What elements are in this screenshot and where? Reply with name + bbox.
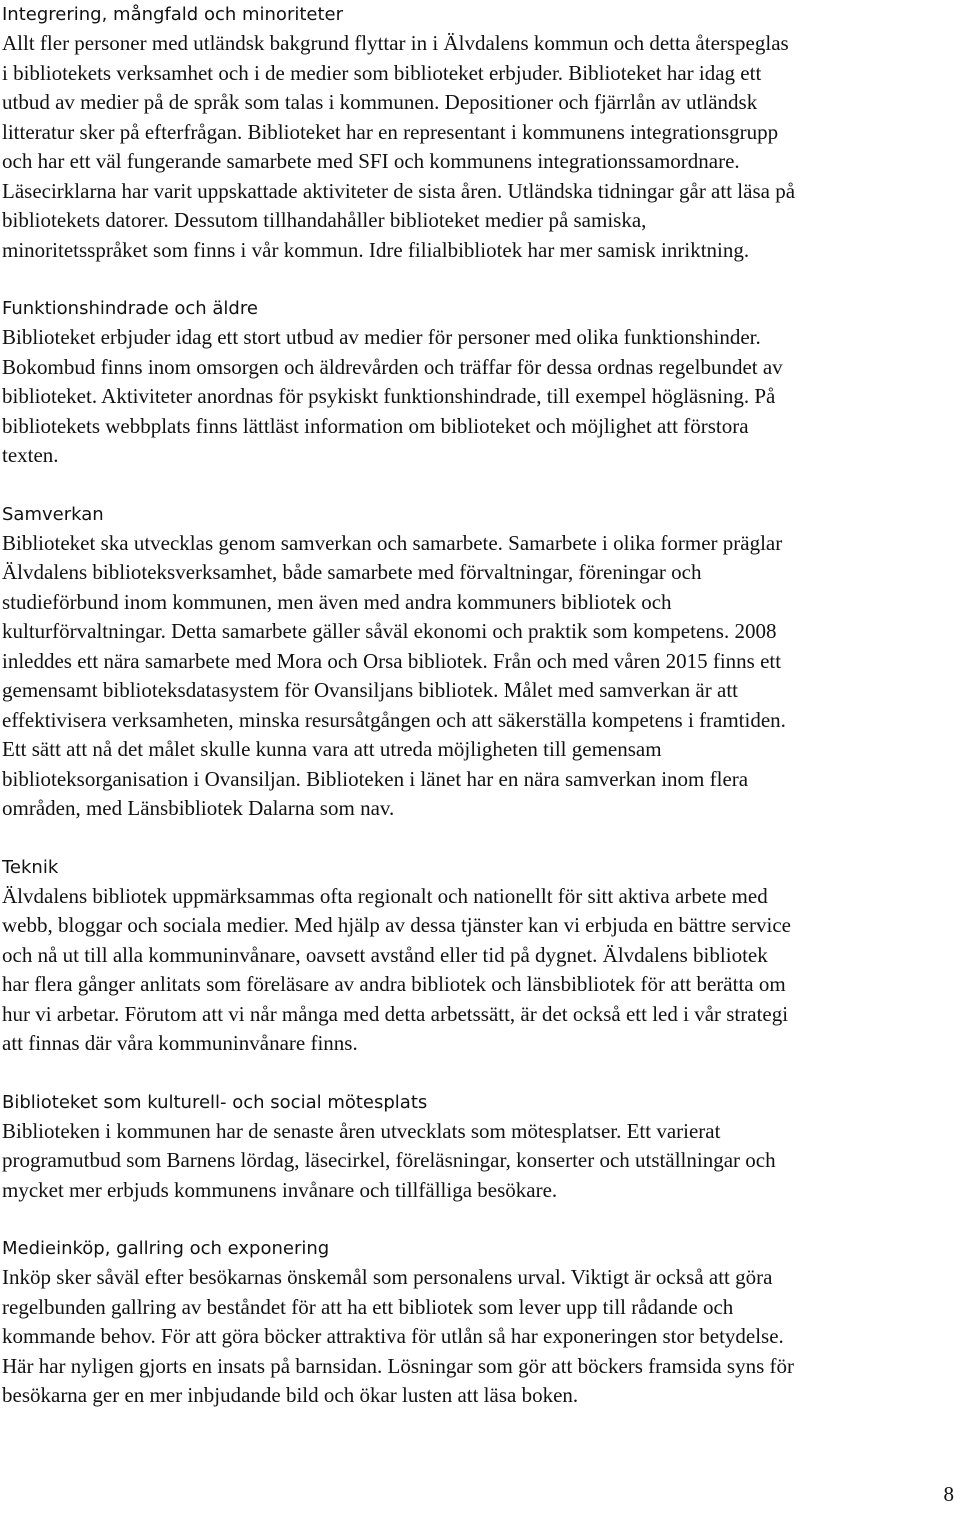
paragraph-line: webb, bloggar och sociala medier. Med hjälp av dessa tjänster kan vi erbjuda en bättre service bbox=[2, 913, 791, 937]
paragraph-line: Älvdalens biblioteksverksamhet, både samarbete med förvaltningar, föreningar och bbox=[2, 560, 702, 584]
paragraph-line: Här har nyligen gjorts en insats på barnsidan. Lösningar som gör att böckers framsida syns för bbox=[2, 1353, 794, 1378]
paragraph-line: biblioteket. Aktiviteter anordnas för psykiskt funktionshindrade, till exempel högläsning. På bbox=[2, 384, 776, 408]
section-heading: Biblioteket som kulturell- och social mötesplats bbox=[2, 1091, 428, 1113]
page-number: 8 bbox=[943, 1482, 954, 1506]
section-heading: Funktionshindrade och äldre bbox=[2, 298, 258, 319]
paragraph-line: gemensamt biblioteksdatasystem för Ovansiljans bibliotek. Målet med samverkan är att bbox=[2, 678, 738, 702]
paragraph-line: besökarna ger en mer inbjudande bild och ökar lusten att läsa boken. bbox=[2, 1383, 579, 1407]
section-heading: Samverkan bbox=[2, 503, 104, 525]
section-medieinkop bbox=[2, 1234, 958, 1411]
paragraph-line: att finnas där våra kommuninvånare finns. bbox=[2, 1031, 358, 1055]
paragraph-line: Älvdalens bibliotek uppmärksammas ofta regionalt och nationellt för sitt aktiva arbete med bbox=[2, 883, 768, 908]
paragraph-line: texten. bbox=[2, 443, 59, 467]
section-teknik bbox=[2, 853, 958, 1059]
section-gap bbox=[2, 824, 958, 853]
section-motesplats bbox=[2, 1088, 958, 1206]
paragraph-line: bibliotekets datorer. Dessutom tillhandahåller biblioteket medier på samiska, bbox=[2, 208, 647, 232]
document-page bbox=[2, 0, 958, 1411]
paragraph-line: litteratur sker på efterfrågan. Biblioteket har en representant i kommunens integrationsgrupp bbox=[2, 119, 779, 144]
paragraph-line: Biblioteket erbjuder idag ett stort utbud av medier för personer med olika funktionshinder. bbox=[2, 325, 761, 349]
section-integrering bbox=[2, 0, 958, 265]
paragraph-line: kulturförvaltningar. Detta samarbete gäller såväl ekonomi och praktik som kompetens. 2008 bbox=[2, 619, 777, 643]
section-samverkan bbox=[2, 500, 958, 824]
paragraph-line: utbud av medier på de språk som talas i kommunen. Depositioner och fjärrlån av utländsk bbox=[2, 90, 758, 114]
section-gap bbox=[2, 1205, 958, 1234]
paragraph-line: effektivisera verksamheten, minska resursåtgången och att säkerställa kompetens i framtiden. bbox=[2, 707, 786, 732]
paragraph-line: bibliotekets webbplats finns lättläst information om biblioteket och möjlighet att förstora bbox=[2, 413, 749, 438]
paragraph-line: mycket mer erbjuds kommunens invånare och tillfälliga besökare. bbox=[2, 1177, 558, 1202]
paragraph-line: hur vi arbetar. Förutom att vi når många med detta arbetssätt, är det också ett led i vår strategi bbox=[2, 1001, 789, 1026]
paragraph-line: har flera gånger anlitats som föreläsare av andra bibliotek och länsbibliotek för att berätta om bbox=[2, 972, 786, 996]
section-gap bbox=[2, 471, 958, 500]
paragraph-line: Allt fler personer med utländsk bakgrund flyttar in i Älvdalens kommun och detta återspeglas bbox=[2, 31, 789, 55]
paragraph-line: Ett sätt att nå det målet skulle kunna vara att utreda möjligheten till gemensam bbox=[2, 737, 662, 761]
paragraph-line: minoritetsspråket som finns i vår kommun. Idre filialbibliotek har mer samisk inriktning. bbox=[2, 237, 750, 262]
paragraph-line: Inköp sker såväl efter besökarnas önskemål som personalens urval. Viktigt är också att göra bbox=[2, 1265, 773, 1289]
paragraph-line: och nå ut till alla kommuninvånare, oavsett avstånd eller tid på dygnet. Älvdalens bibliotek bbox=[2, 942, 768, 967]
paragraph-line: programutbud som Barnens lördag, läsecirkel, föreläsningar, konserter och utställningar och bbox=[2, 1148, 776, 1172]
paragraph-line: i bibliotekets verksamhet och i de medier som biblioteket erbjuder. Biblioteket har idag ett bbox=[2, 60, 762, 85]
paragraph-line: studieförbund inom kommunen, men även med andra kommuners bibliotek och bbox=[2, 589, 672, 614]
paragraph-line: Biblioteket ska utvecklas genom samverkan och samarbete. Samarbete i olika former präglar bbox=[2, 530, 783, 555]
paragraph-line: inleddes ett nära samarbete med Mora och Orsa bibliotek. Från och med våren 2015 finns ett bbox=[2, 648, 782, 673]
paragraph-line: Bokombud finns inom omsorgen och äldrevården och träffar för dessa ordnas regelbundet av bbox=[2, 354, 783, 379]
paragraph-line: kommande behov. För att göra böcker attraktiva för utlån så har exponeringen stor betydelse. bbox=[2, 1324, 784, 1348]
section-funktionshindrade bbox=[2, 294, 958, 471]
section-heading: Teknik bbox=[2, 856, 59, 878]
section-gap bbox=[2, 1059, 958, 1088]
paragraph-line: Läsecirklarna har varit uppskattade aktiviteter de sista åren. Utländska tidningar går att läsa på bbox=[2, 178, 796, 203]
paragraph-line: biblioteksorganisation i Ovansiljan. Biblioteken i länet har en nära samverkan inom flera bbox=[2, 766, 749, 791]
paragraph-line: och har ett väl fungerande samarbete med SFI och kommunens integrationssamordnare. bbox=[2, 149, 740, 173]
section-heading: Integrering, mångfald och minoriteter bbox=[2, 4, 344, 25]
paragraph-line: Biblioteken i kommunen har de senaste åren utvecklats som mötesplatser. Ett varierat bbox=[2, 1118, 721, 1143]
paragraph-line: regelbunden gallring av beståndet för att ha ett bibliotek som lever upp till rådande och bbox=[2, 1294, 734, 1319]
paragraph-line: områden, med Länsbibliotek Dalarna som nav. bbox=[2, 796, 395, 820]
section-heading: Medieinköp, gallring och exponering bbox=[2, 1238, 330, 1259]
section-gap bbox=[2, 265, 958, 294]
